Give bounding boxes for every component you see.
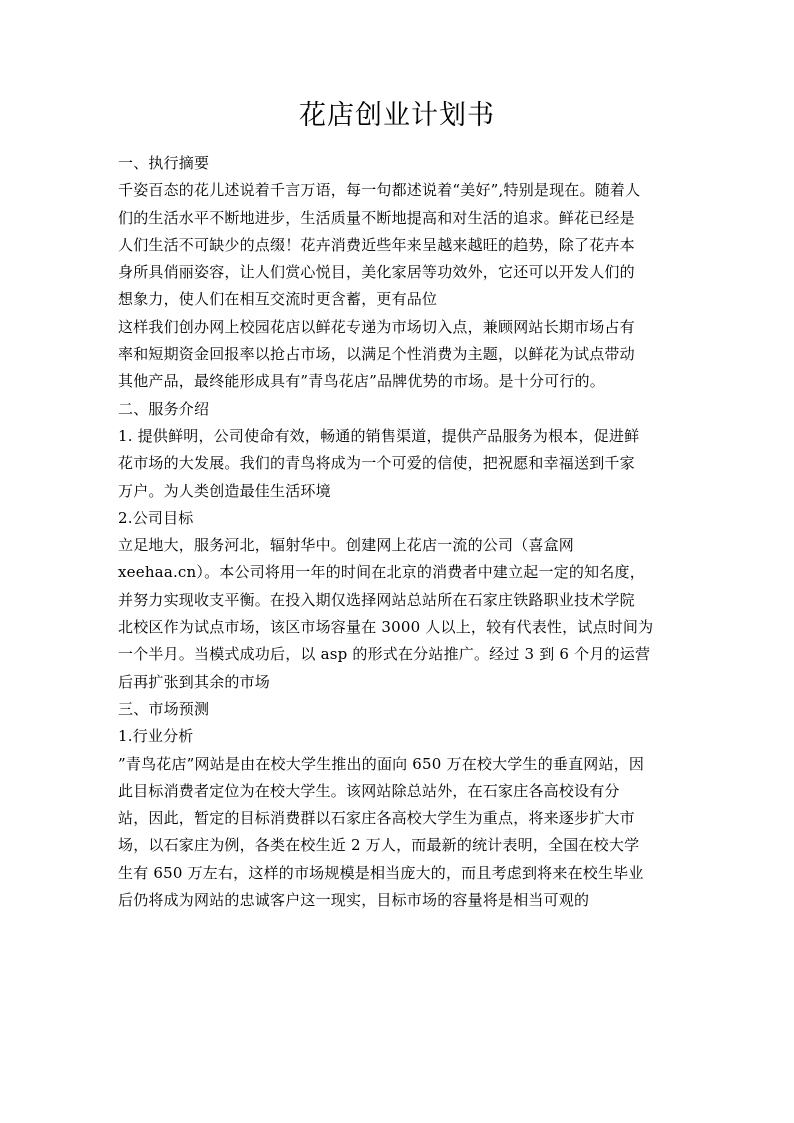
paragraph-line: 其他产品，最终能形成具有”青鸟花店”品牌优势的市场。是十分可行的。	[118, 372, 605, 391]
paragraph-line: 北校区作为试点市场，该区市场容量在 3000 人以上，较有代表性，试点时间为	[118, 618, 654, 637]
paragraph-line: 千姿百态的花儿述说着千言万语，每一句都述说着“美好”,特别是现在。随着人	[118, 181, 641, 200]
paragraph-line: 生有 650 万左右，这样的市场规模是相当庞大的，而且考虑到将来在校生毕业	[118, 863, 644, 882]
paragraph-line: 站，因此，暂定的目标消费群以石家庄各高校大学生为重点，将来逐步扩大市	[118, 809, 635, 828]
paragraph-line: 后再扩张到其余的市场	[118, 672, 271, 691]
paragraph-line: 一个半月。当模式成功后，以 asp 的形式在分站推广。经过 3 到 6 个月的运营	[118, 645, 651, 664]
paragraph-line: xeehaa.cn）。本公司将用一年的时间在北京的消费者中建立起一定的知名度，	[118, 563, 645, 582]
paragraph-line: ”青鸟花店”网站是由在校大学生推出的面向 650 万在校大学生的垂直网站，因	[118, 754, 645, 773]
paragraph-line: 后仍将成为网站的忠诚客户这一现实，目标市场的容量将是相当可观的	[118, 891, 590, 910]
section-heading-executive-summary: 一、执行摘要	[118, 154, 210, 172]
paragraph-line: 立足地大，服务河北，辐射华中。创建网上花店一流的公司（喜盒网	[118, 536, 575, 555]
section-heading-market-forecast: 三、市场预测	[118, 699, 210, 718]
subheading-industry-analysis: 1.行业分析	[118, 727, 194, 746]
paragraph-line: 万户。为人类创造最佳生活环境	[118, 481, 331, 500]
paragraph-line: 1. 提供鲜明，公司使命有效，畅通的销售渠道，提供产品服务为根本，促进鲜	[118, 426, 640, 445]
paragraph-line: 们的生活水平不断地进步，生活质量不断地提高和对生活的追求。鲜花已经是	[118, 208, 635, 227]
paragraph-line: 这样我们创办网上校园花店以鲜花专递为市场切入点，兼顾网站长期市场占有	[118, 317, 635, 336]
paragraph-line: 人们生活不可缺少的点缀！花卉消费近些年来呈越来越旺的趋势，除了花卉本	[118, 235, 635, 254]
document-title: 花店创业计划书	[299, 100, 495, 131]
section-heading-service-intro: 二、服务介绍	[118, 399, 210, 418]
paragraph-line: 此目标消费者定位为在校大学生。该网站除总站外，在石家庄各高校设有分	[118, 781, 620, 800]
paragraph-line: 并努力实现收支平衡。在投入期仅选择网站总站所在石家庄铁路职业技术学院	[118, 590, 635, 609]
paragraph-line: 率和短期资金回报率以抢占市场，以满足个性消费为主题，以鲜花为试点带动	[118, 345, 635, 364]
paragraph-line: 花市场的大发展。我们的青鸟将成为一个可爱的信使，把祝愿和幸福送到千家	[118, 454, 635, 473]
paragraph-line: 场，以石家庄为例，各类在校生近 2 万人，而最新的统计表明，全国在校大学	[118, 836, 640, 855]
document-body	[118, 150, 678, 914]
paragraph-line: 想象力，使人们在相互交流时更含蓄，更有品位	[118, 290, 438, 309]
subheading-company-goals: 2.公司目标	[118, 508, 194, 527]
paragraph-line: 身所具俏丽姿容，让人们赏心悦目，美化家居等功效外，它还可以开发人们的	[118, 263, 635, 282]
